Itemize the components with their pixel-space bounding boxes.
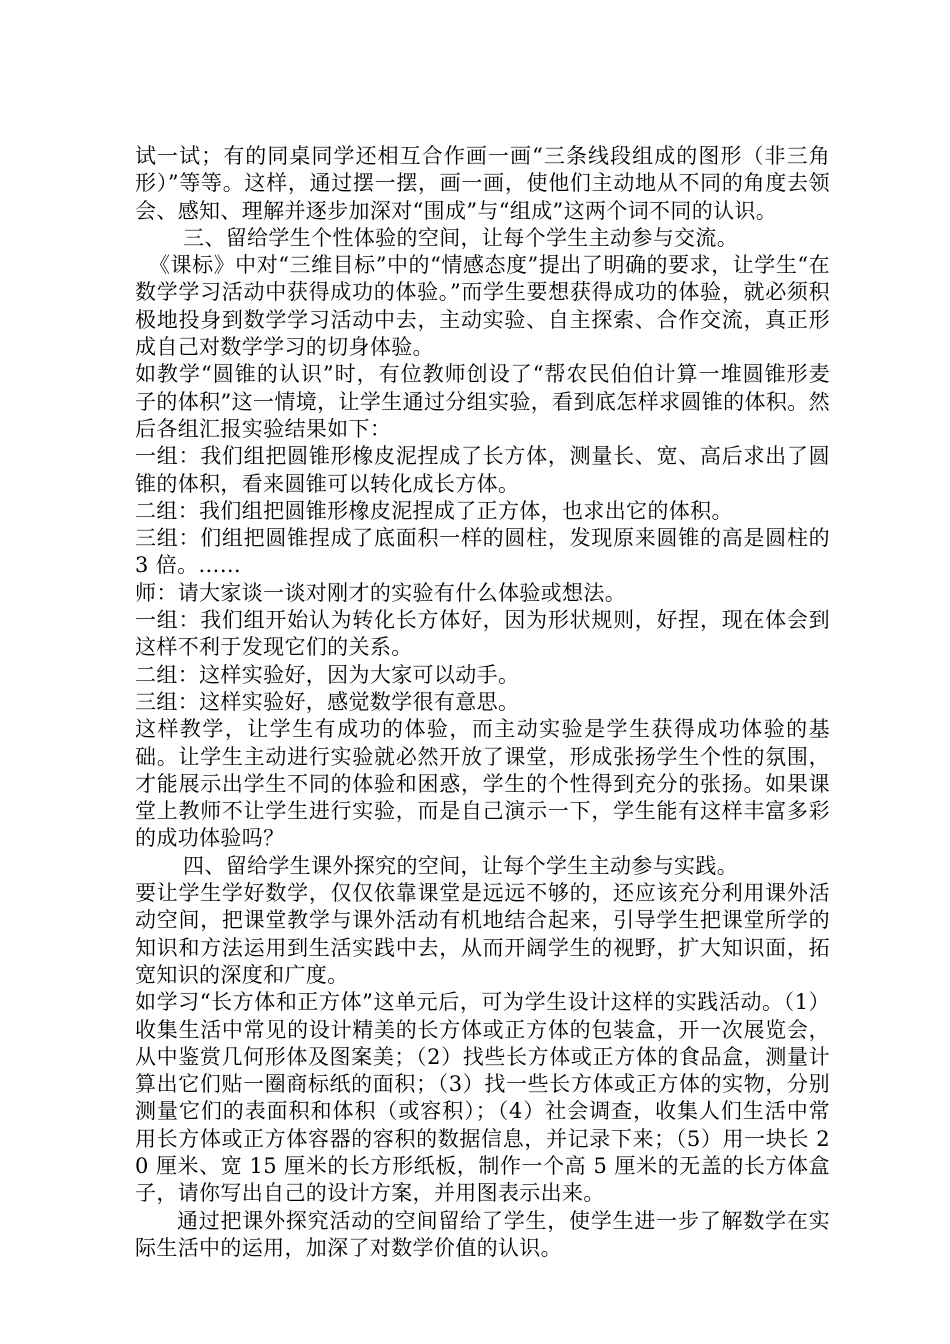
paragraph-group-1-reflection: 一组：我们组开始认为转化长方体好，因为形状规则，好捏，现在体会到这样不利于发现它们的关系。 — [135, 608, 830, 660]
section-heading-4: 四、留给学生课外探究的空间，让每个学生主动参与实践。 — [183, 853, 739, 878]
paragraph-continuation: 试一试；有的同桌同学还相互合作画一画“三条线段组成的图形（非三角形）”等等。这样，通过摆一摆，画一画，使他们主动地从不同的角度去领会、感知、理解并逐步加深对“围成”与“组成”这两个词不同的认识。 — [135, 144, 830, 223]
paragraph-teaching-analysis: 这样教学，让学生有成功的体验，而主动实验是学生获得成功体验的基础。让学生主动进行实验就必然开放了课堂，形成张扬学生个性的氛围，才能展示出学生不同的体验和困惑，学生的个性得到充分的张扬。如果课堂上教师不让学生进行实验，而是自己演示一下，学生能有这样丰富多彩的成功体验吗？ — [135, 717, 830, 851]
paragraph-curriculum-standard: 《课标》中对“三维目标”中的“情感态度”提出了明确的要求，让学生“在数学学习活动中获得成功的体验。”而学生要想获得成功的体验，就必须积极地投身到数学学习活动中去，主动实验、自主探索、合作交流，真正形成自己对数学学习的切身体验。 — [135, 253, 830, 360]
paragraph-cone-example: 如教学“圆锥的认识”时，有位教师创设了“帮农民伯伯计算一堆圆锥形麦子的体积”这一情境，让学生通过分组实验，看到底怎样求圆锥的体积。然后各组汇报实验结果如下： — [135, 362, 830, 441]
paragraph-teacher-question: 师：请大家谈一谈对刚才的实验有什么体验或想法。 — [135, 580, 627, 605]
document-body — [135, 143, 830, 1262]
paragraph-extracurricular: 要让学生学好数学，仅仅依靠课堂是远远不够的，还应该充分利用课外活动空间，把课堂教学与课外活动有机地结合起来，引导学生把课堂所学的知识和方法运用到生活实践中去，从而开阔学生的视野，扩大知识面，拓宽知识的深度和广度。 — [135, 881, 830, 987]
paragraph-practice-activities: 如学习“长方体和正方体”这单元后，可为学生设计这样的实践活动。（1）收集生活中常见的设计精美的长方体或正方体的包装盒，开一次展览会，从中鉴赏几何形体及图案美；（2）找些长方体或正方体的食品盒，测量计算出它们贴一圈商标纸的面积；（3）找一些长方体或正方体的实物，分别测量它们的表面积和体积（或容积）；（4）社会调查，收集人们生活中常用长方体或正方体容器的容积的数据信息，并记录下来；（5）用一块长 20 厘米、宽 15 厘米的长方形纸板，制作一个高 5 厘米的无盖的长方体盒子，请你写出自己的设计方案，并用图表示出来。 — [135, 990, 830, 1206]
paragraph-group-1-report: 一组：我们组把圆锥形橡皮泥捏成了长方体，测量长、宽、高后求出了圆锥的体积，看来圆锥可以转化成长方体。 — [135, 444, 830, 496]
paragraph-group-3-reflection: 三组：这样实验好，感觉数学很有意思。 — [135, 689, 520, 714]
paragraph-group-3-report: 三组：们组把圆锥捏成了底面积一样的圆柱，发现原来圆锥的高是圆柱的 3 倍。…… — [135, 526, 830, 578]
paragraph-group-2-report: 二组：我们组把圆锥形橡皮泥捏成了正方体，也求出它的体积。 — [135, 498, 733, 523]
section-heading-3: 三、留给学生个性体验的空间，让每个学生主动参与交流。 — [183, 225, 739, 250]
paragraph-group-2-reflection: 二组：这样实验好，因为大家可以动手。 — [135, 662, 520, 687]
paragraph-conclusion: 通过把课外探究活动的空间留给了学生，使学生进一步了解数学在实际生活中的运用，加深了对数学价值的认识。 — [135, 1208, 830, 1260]
